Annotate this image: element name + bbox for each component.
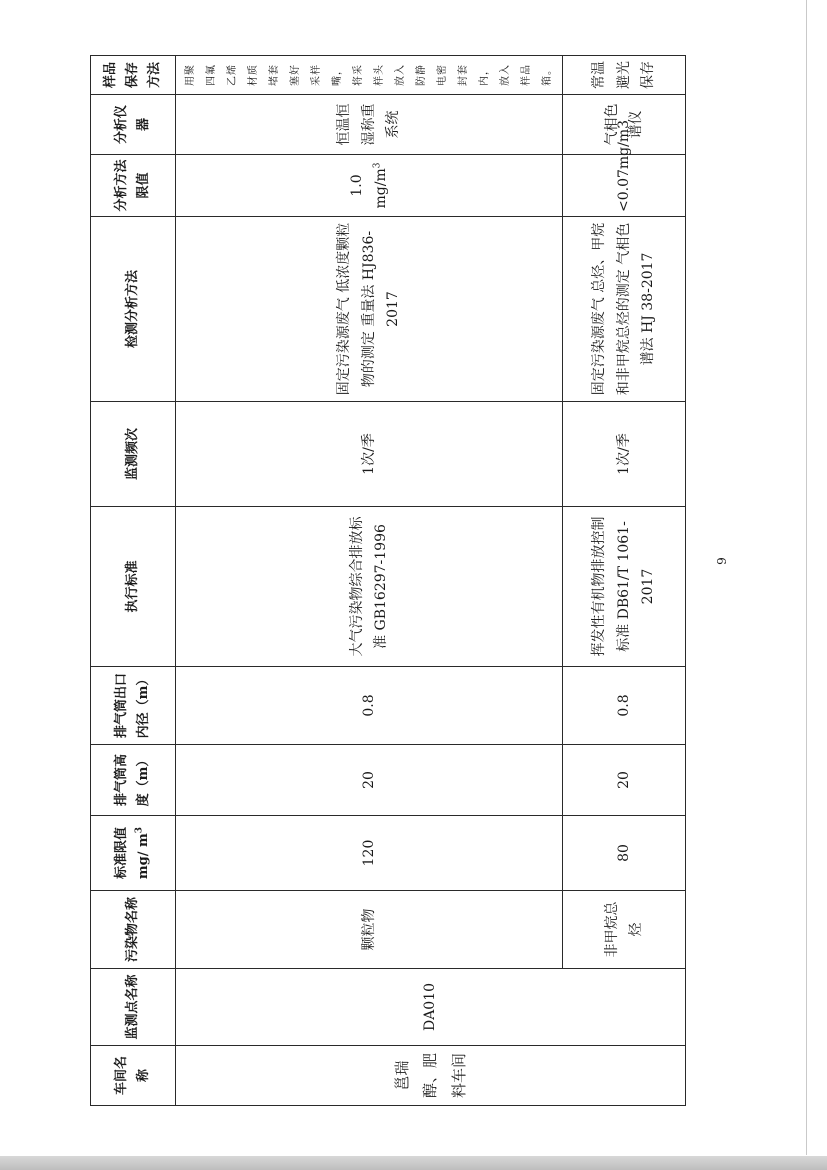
limit-cell: 120 <box>176 816 563 891</box>
page-edge <box>806 0 807 1155</box>
header-limit-unit: mg/ m <box>136 833 151 880</box>
header-limit-label: 标准限值 <box>113 827 129 880</box>
header-diameter: 排气筒出口内径（m） <box>91 667 176 745</box>
height-cell: 20 <box>563 745 686 816</box>
header-point: 监测点名称 <box>91 969 176 1046</box>
method-limit-value: 1.0 <box>348 174 365 197</box>
header-method: 检测分析方法 <box>91 217 176 402</box>
standard-cell: 挥发性有机物排放控制标准 DB61/T 1061-2017 <box>563 507 686 667</box>
standard-cell: 大气污染物综合排放标准 GB16297-1996 <box>176 507 563 667</box>
header-workshop: 车间名称 <box>91 1046 176 1106</box>
diameter-cell: 0.8 <box>176 667 563 745</box>
method-cell: 固定污染源废气 低浓度颗粒物的测定 重量法 HJ836-2017 <box>176 217 563 402</box>
header-standard: 执行标准 <box>91 507 176 667</box>
method-limit-unit: mg/m <box>373 168 389 209</box>
header-height: 排气筒高度（m） <box>91 745 176 816</box>
pollutant-cell: 非甲烷总烃 <box>563 891 686 969</box>
scan-bottom-band <box>0 1156 827 1170</box>
frequency-cell: 1次/季 <box>563 402 686 507</box>
method-limit-cell <box>176 155 563 217</box>
instrument-cell: 气相色谱仪 <box>563 95 686 155</box>
workshop-cell: 邕瑞醇、肥料车间 <box>176 1046 686 1106</box>
header-limit <box>91 816 176 891</box>
pollutant-cell: 颗粒物 <box>176 891 563 969</box>
instrument-cell: 恒温恒湿称重系统 <box>176 95 563 155</box>
header-storage: 样品保存方法 <box>91 56 176 95</box>
frequency-cell: 1次/季 <box>176 402 563 507</box>
header-frequency: 监测频次 <box>91 402 176 507</box>
diameter-cell: 0.8 <box>563 667 686 745</box>
table-row <box>563 56 686 1106</box>
method-limit-unit-sup: 3 <box>372 162 383 169</box>
storage-cell: 常温避光保存 <box>563 56 686 95</box>
header-limit-unit-sup: 3 <box>134 826 145 834</box>
header-instrument: 分析仪器 <box>91 95 176 155</box>
method-cell: 固定污染源废气 总烃、甲烷和非甲烷总烃的测定 气相色谱法 HJ 38-2017 <box>563 217 686 402</box>
point-cell: DA010 <box>176 969 686 1046</box>
rotated-table-wrapper <box>90 56 657 1106</box>
storage-cell: 用聚四氟乙烯材质堵套塞好采样嘴，将采样头放入防静电密封套内，放入样品箱。 <box>176 56 563 95</box>
table-header-row <box>91 56 176 1106</box>
limit-cell: 80 <box>563 816 686 891</box>
table-row <box>176 56 563 1106</box>
page-number: 9 <box>715 557 729 565</box>
method-limit-cell: <0.07mg/m3 <box>563 155 686 217</box>
monitoring-table <box>90 55 686 1106</box>
header-method-limit: 分析方法限值 <box>91 155 176 217</box>
header-pollutant: 污染物名称 <box>91 891 176 969</box>
height-cell: 20 <box>176 745 563 816</box>
